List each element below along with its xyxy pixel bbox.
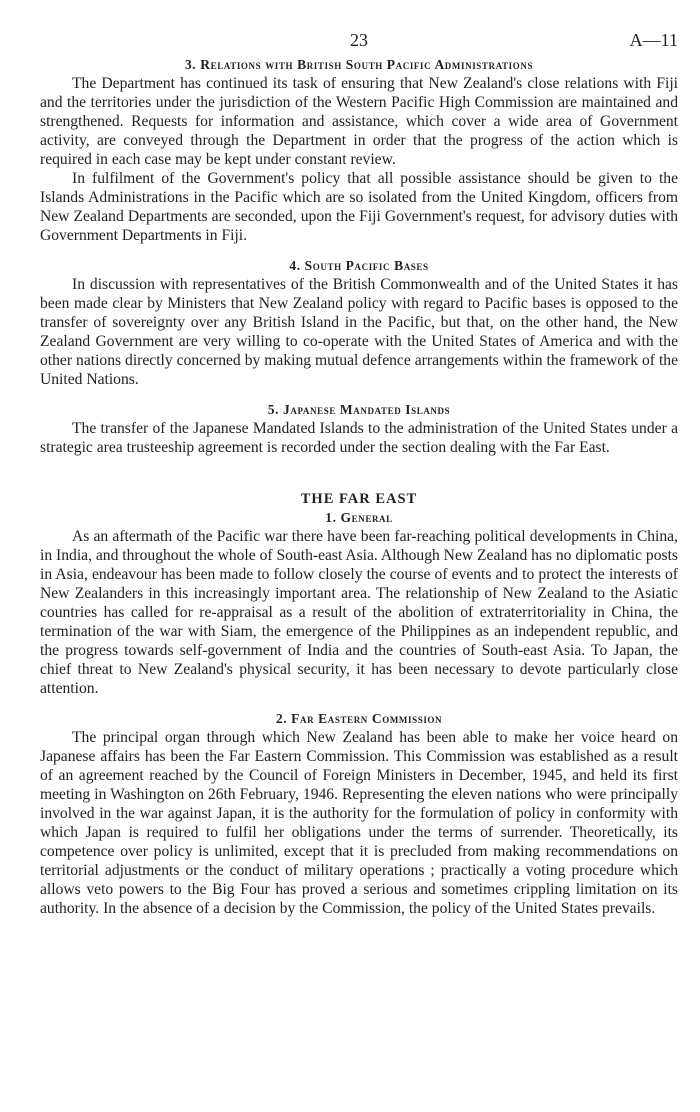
section-british-south-pacific bbox=[40, 56, 678, 245]
section-heading: 5. Japanese Mandated Islands bbox=[267, 402, 451, 417]
paragraph: The Department has continued its task of ensuring that New Zealand's close relations with Fiji and the territories under the jurisdiction of the Western Pacific High Commission are maintained and strengthened. Requests for information and assistance, which cover a wide area of Government activity, are conveyed through the Department in order that the progress of the action which is required in each case may be kept under constant review. bbox=[40, 75, 678, 168]
document-reference: A—11 bbox=[629, 30, 678, 50]
document-page bbox=[40, 30, 678, 918]
section-heading: 4. South Pacific Bases bbox=[289, 258, 429, 273]
section-heading: 2. Far Eastern Commission bbox=[275, 711, 443, 726]
paragraph: In fulfilment of the Government's policy that all possible assistance should be given to the Islands Administrations in the Pacific which are so isolated from the United Kingdom, officers from New Zealand Departments are seconded, upon the Fiji Government's request, for advisory duties with Government Departments in Fiji. bbox=[40, 170, 678, 244]
paragraph: The principal organ through which New Zealand has been able to make her voice heard on Japanese affairs has been the Far Eastern Commission. This Commission was established as a result of an agreement reached by the Council of Foreign Ministers in December, 1945, and held its first meeting in Washington on 26th February, 1946. Representing the eleven nations who were principally involved in the war against Japan, it is the authority for the formulation of policy in conformity with which Japan is required to fulfil her obligations under the terms of surrender. Theoretically, its competence over policy is unlimited, except that it is precluded from making recommendations on territorial adjustments or the conduct of military operations ; practically a voting procedure which allows veto powers to the Big Four has proved a serious and sometimes crippling limitation on its authority. In the absence of a decision by the Commission, the policy of the United States prevails. bbox=[40, 729, 678, 917]
paragraph: In discussion with representatives of the British Commonwealth and of the United States it has been made clear by Ministers that New Zealand policy with regard to Pacific bases is opposed to the transfer of sovereignty over any British Island in the Pacific, but that, on the other hand, the New Zealand Government are very willing to co-operate with the United States of America and with the other nations directly concerned by making mutual defence arrangements within the framework of the United Nations. bbox=[40, 276, 678, 388]
section-general bbox=[40, 509, 678, 698]
section-south-pacific-bases bbox=[40, 257, 678, 389]
paragraph: As an aftermath of the Pacific war there have been far-reaching political developments in China, in India, and throughout the whole of South-east Asia. Although New Zealand has no diplomatic posts in Asia, endeavour has been made to follow closely the course of events and to protect the interests of New Zealanders in this increasingly important area. The relationship of New Zealand to the Asiatic countries has called for re-appraisal as a result of the abolition of extraterritoriality in China, the termination of the war with Siam, the emergence of the Philippines as an independent republic, and the progress towards self-government of India and the countries of South-east Asia. To Japan, the chief threat to New Zealand's physical security, it has been necessary to devote particularly close attention. bbox=[40, 528, 678, 697]
section-japanese-mandated-islands bbox=[40, 401, 678, 457]
section-heading: 1. General bbox=[325, 510, 393, 525]
paragraph: The transfer of the Japanese Mandated Islands to the administration of the United States under a strategic area trusteeship agreement is recorded under the section dealing with the Far East. bbox=[40, 420, 678, 456]
section-far-eastern-commission bbox=[40, 710, 678, 918]
running-header bbox=[40, 30, 678, 56]
chapter-title: THE FAR EAST bbox=[300, 491, 418, 507]
page-number: 23 bbox=[350, 30, 368, 50]
section-heading: 3. Relations with British South Pacific Administrations bbox=[184, 57, 534, 72]
